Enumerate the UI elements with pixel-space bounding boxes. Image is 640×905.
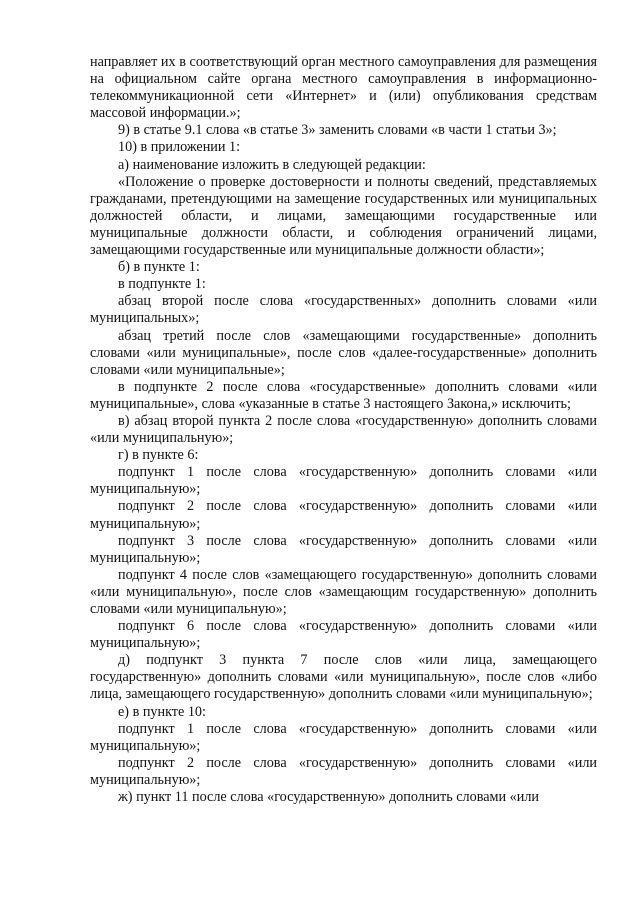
document-page	[90, 54, 597, 806]
paragraph-8: абзац второй после слова «государственных» дополнить словами «или муниципальных»;	[90, 293, 597, 327]
paragraph-7: в подпункте 1:	[118, 276, 206, 293]
paragraph-16: подпункт 4 после слов «замещающего государственную» дополнить словами «или муниципальную», после слов «замещающим государственную» дополнить словами «или муниципальную»;	[90, 566, 597, 617]
paragraph-21: подпункт 2 после слова «государственную» дополнить словами «или муниципальную»;	[90, 754, 597, 788]
paragraph-10: в подпункте 2 после слова «государственные» дополнить словами «или муниципальные», слова «указанные в статье 3 настоящего Закона,» исключить;	[90, 378, 597, 412]
paragraph-2: 9) в статье 9.1 слова «в статье 3» заменить словами «в части 1 статьи 3»;	[118, 122, 557, 139]
paragraph-3: 10) в приложении 1:	[118, 139, 241, 156]
paragraph-22: ж) пункт 11 после слова «государственную» дополнить словами «или	[118, 789, 540, 806]
paragraph-4: а) наименование изложить в следующей редакции:	[118, 156, 426, 173]
paragraph-14: подпункт 2 после слова «государственную» дополнить словами «или муниципальную»;	[90, 498, 597, 532]
paragraph-15: подпункт 3 после слова «государственную» дополнить словами «или муниципальную»;	[90, 532, 597, 566]
paragraph-19: е) в пункте 10:	[118, 703, 206, 720]
paragraph-20: подпункт 1 после слова «государственную» дополнить словами «или муниципальную»;	[90, 720, 597, 754]
paragraph-11: в) абзац второй пункта 2 после слова «государственную» дополнить словами «или муниципальную»;	[90, 412, 597, 447]
paragraph-5: «Положение о проверке достоверности и полноты сведений, представляемых гражданами, претендующими на замещение государственных или муниципальных должностей области, и лицами, замещающими государственные или муниципальные должности области, и соблюдения ограничений лицами, замещающими государственные или муниципальные должности области»;	[90, 173, 597, 259]
paragraph-13: подпункт 1 после слова «государственную» дополнить словами «или муниципальную»;	[90, 464, 597, 498]
paragraph-12: г) в пункте 6:	[118, 447, 199, 464]
paragraph-18: д) подпункт 3 пункта 7 после слов «или лица, замещающего государственную» дополнить словами «или муниципальную», после слов «либо лица, замещающего государственную» дополнить словами «или муниципальную»;	[90, 652, 597, 703]
paragraph-9: абзац третий после слов «замещающими государственные» дополнить словами «или муниципальные», после слов «далее-государственные» дополнить словами «или муниципальные»;	[90, 327, 597, 378]
paragraph-6: б) в пункте 1:	[118, 259, 200, 276]
paragraph-1: направляет их в соответствующий орган местного самоуправления для размещения на официальном сайте органа местного самоуправления в информационно-телекоммуникационной сети «Интернет» и (или) опубликования средствам массовой информации.»;	[90, 54, 597, 122]
paragraph-17: подпункт 6 после слова «государственную» дополнить словами «или муниципальную»;	[90, 618, 597, 652]
